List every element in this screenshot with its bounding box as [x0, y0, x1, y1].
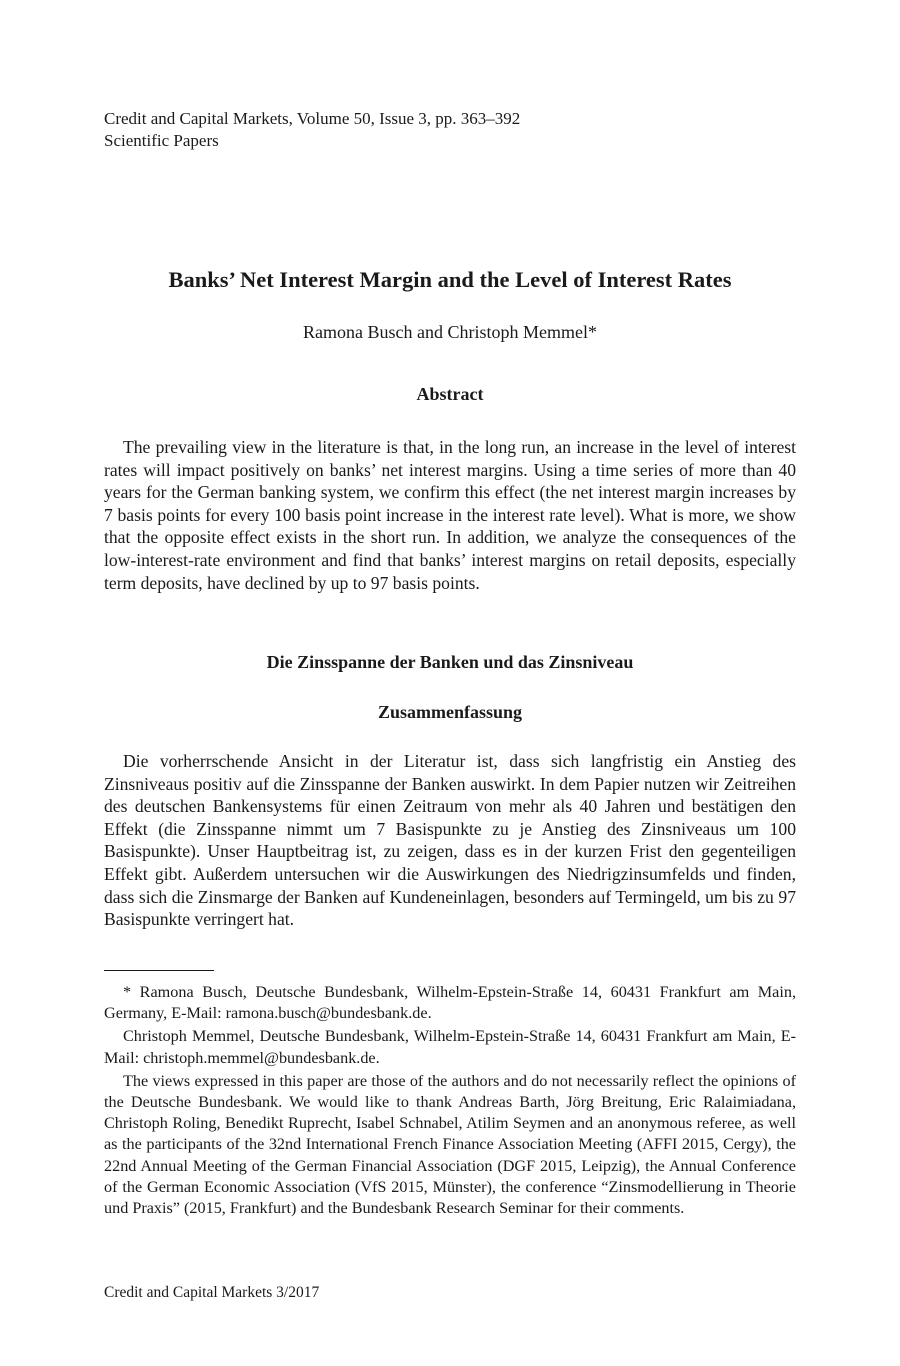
- footnotes: [104, 982, 796, 1221]
- journal-section: Scientific Papers: [104, 131, 219, 150]
- german-abstract-text: Die vorherrschende Ansicht in der Literatur ist, dass sich langfristig ein Anstieg des Zinsniveaus positiv auf die Zinsspanne der Banken auswirkt. In dem Papier nutzen wir Zeitreihen des deutschen Bankensystems für einen Zeitraum von mehr als 40 Jahren und bestätigen den Effekt (die Zinsspanne nimmt um 7 Basispunkte zu je Anstieg des Zinsniveaus um 100 Basispunkte). Unser Hauptbeitrag ist, zu zeigen, dass es in der kurzen Frist den gegenteiligen Effekt gibt. Außerdem untersuchen wir die Auswirkungen des Niedrigzinsumfelds und finden, dass sich die Zinsmarge der Banken auf Kundeneinlagen, besonders auf Termingeld, um bis zu 97 Basispunkte verringert hat.: [104, 751, 796, 930]
- footnote-divider: [104, 970, 214, 971]
- footnote-busch: * Ramona Busch, Deutsche Bundesbank, Wilhelm-Epstein-Straße 14, 60431 Frankfurt am Main, Germany, E-Mail: ramona.busch@bundesbank.de.: [104, 983, 796, 1023]
- page-footer: Credit and Capital Markets 3/2017: [104, 1284, 320, 1301]
- abstract-heading: Abstract: [416, 384, 484, 404]
- paper-title: Banks’ Net Interest Margin and the Level of Interest Rates: [168, 267, 732, 292]
- journal-header: [104, 108, 520, 152]
- german-title: Die Zinsspanne der Banken und das Zinsniveau: [266, 652, 634, 672]
- footnote-acknowledgements: The views expressed in this paper are those of the authors and do not necessarily reflect the opinions of the Deutsche Bundesbank. We would like to thank Andreas Barth, Jörg Breitung, Eric Ralaimiadana, Christoph Roling, Benedikt Ruprecht, Isabel Schnabel, Atilim Seymen and an anonymous referee, as well as the participants of the 32nd International French Finance Association Meeting (AFFI 2015, Cergy), the 22nd Annual Meeting of the German Financial Association (DGF 2015, Leipzig), the Annual Conference of the German Economic Association (VfS 2015, Münster), the conference “Zinsmodellierung in Theorie und Praxis” (2015, Frankfurt) and the Bundesbank Research Seminar for their comments.: [104, 1071, 796, 1218]
- journal-citation: Credit and Capital Markets, Volume 50, Issue 3, pp. 363–392: [104, 109, 521, 128]
- author-line: Ramona Busch and Christoph Memmel*: [303, 322, 597, 342]
- german-abstract-heading: Zusammenfassung: [377, 702, 523, 722]
- footnote-memmel: Christoph Memmel, Deutsche Bundesbank, Wilhelm-Epstein-Straße 14, 60431 Frankfurt am Main, E-Mail: christoph.memmel@bundesbank.de.: [104, 1027, 796, 1067]
- paper-page: [104, 0, 796, 1366]
- abstract-text: The prevailing view in the literature is that, in the long run, an increase in the level of interest rates will impact positively on banks’ net interest margins. Using a time series of more than 40 years for the German banking system, we confirm this effect (the net interest margin increases by 7 basis points for every 100 basis point increase in the interest rate level). What is more, we show that the opposite effect exists in the short run. In addition, we analyze the consequences of the low-interest-rate environment and find that banks’ interest margins on retail deposits, especially term deposits, have declined by up to 97 basis points.: [104, 437, 796, 593]
